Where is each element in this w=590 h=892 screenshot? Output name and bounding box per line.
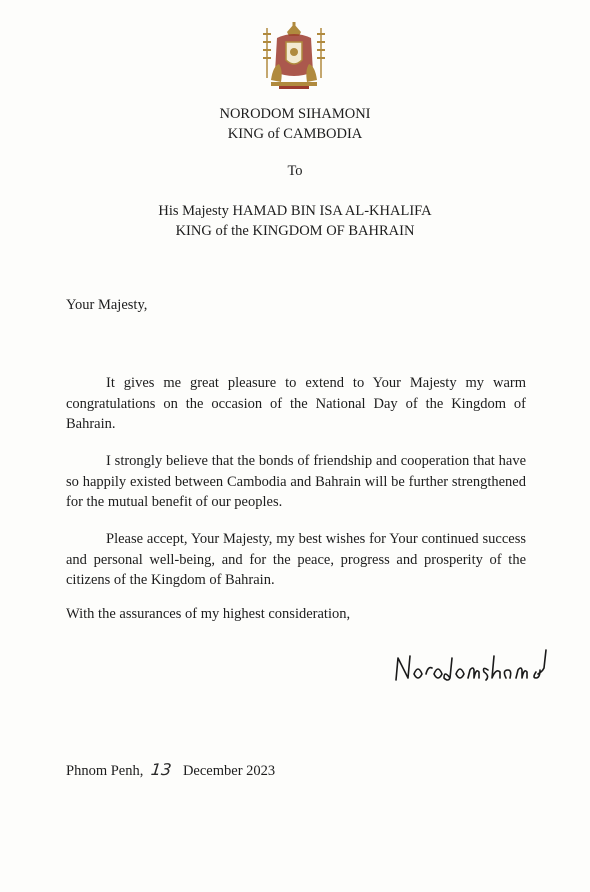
royal-arms-emblem xyxy=(259,22,329,92)
date-day-handwritten: 13 xyxy=(149,760,173,779)
date-place: Phnom Penh, xyxy=(66,763,144,779)
dateline xyxy=(66,760,275,780)
recipient-title: KING of the KINGDOM OF BAHRAIN xyxy=(175,223,415,239)
recipient-block xyxy=(0,201,590,241)
sender-title: KING of CAMBODIA xyxy=(227,126,363,142)
closing-line: With the assurances of my highest consideration, xyxy=(66,606,351,622)
body-paragraph-2: I strongly believe that the bonds of friendship and cooperation that have so happily existed between Cambodia and Bahrain will be further strengthened for the mutual benefit of our peoples. xyxy=(66,453,526,510)
body-paragraph-3: Please accept, Your Majesty, my best wishes for Your continued success and personal well-being, and for the peace, progress and prosperity of the citizens of the Kingdom of Bahrain. xyxy=(66,531,526,588)
to-label: To xyxy=(287,163,303,179)
salutation: Your Majesty, xyxy=(66,297,148,313)
body-paragraph-1: It gives me great pleasure to extend to Your Majesty my warm congratulations on the occasion of the National Day of the Kingdom of Bahrain. xyxy=(66,375,526,432)
sender-name: NORODOM SIHAMONI xyxy=(219,106,371,122)
sender-block xyxy=(0,104,590,144)
recipient-name: His Majesty HAMAD BIN ISA AL-KHALIFA xyxy=(158,203,432,219)
handwritten-signature xyxy=(392,644,552,688)
date-month-year: December 2023 xyxy=(182,763,276,779)
